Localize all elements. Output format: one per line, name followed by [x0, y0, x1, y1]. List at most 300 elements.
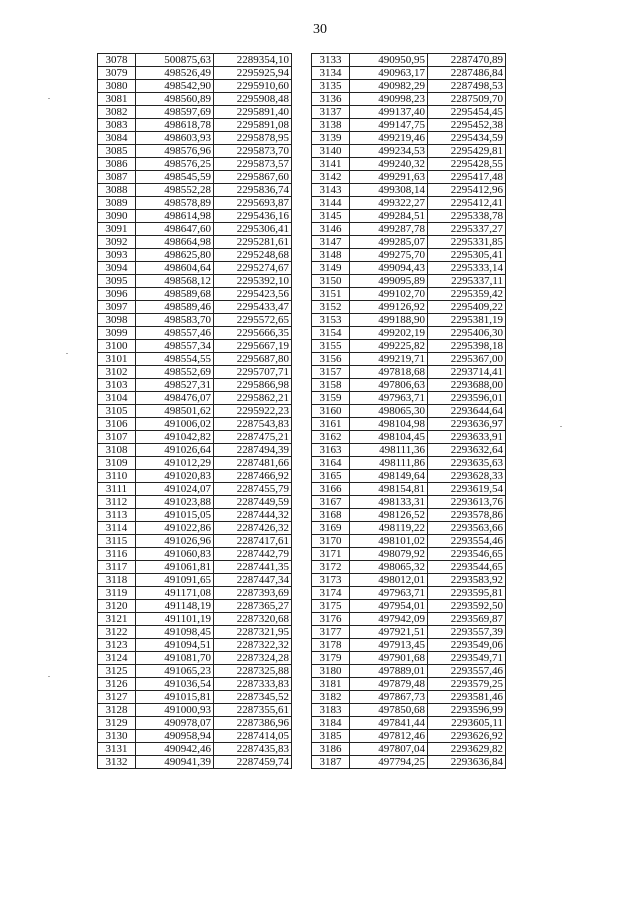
coordinate-x: 491015,81 — [136, 691, 214, 704]
table-row — [98, 275, 292, 288]
table-row — [98, 132, 292, 145]
coordinate-x: 498552,28 — [136, 184, 214, 197]
coordinate-x: 498625,80 — [136, 249, 214, 262]
coordinates-table-left — [97, 53, 292, 769]
table-row — [312, 184, 506, 197]
coordinate-y: 2293636,97 — [428, 418, 506, 431]
coordinate-y: 2293579,25 — [428, 678, 506, 691]
coordinate-x: 498576,96 — [136, 145, 214, 158]
table-row — [312, 158, 506, 171]
coordinate-y: 2293554,46 — [428, 535, 506, 548]
coordinate-x: 498583,70 — [136, 314, 214, 327]
point-number: 3133 — [312, 54, 350, 67]
coordinate-x: 498476,07 — [136, 392, 214, 405]
coordinate-x: 499126,92 — [350, 301, 428, 314]
point-number: 3178 — [312, 639, 350, 652]
table-row — [312, 431, 506, 444]
coordinate-x: 497901,68 — [350, 652, 428, 665]
table-row — [312, 197, 506, 210]
table-row — [98, 418, 292, 431]
point-number: 3123 — [98, 639, 136, 652]
table-row — [312, 678, 506, 691]
coordinate-x: 497806,63 — [350, 379, 428, 392]
point-number: 3180 — [312, 665, 350, 678]
coordinate-y: 2295910,60 — [214, 80, 292, 93]
coordinate-y: 2295409,22 — [428, 301, 506, 314]
point-number: 3131 — [98, 743, 136, 756]
coordinate-x: 497867,73 — [350, 691, 428, 704]
table-row — [98, 600, 292, 613]
coordinate-y: 2293636,84 — [428, 756, 506, 769]
point-number: 3164 — [312, 457, 350, 470]
coordinate-x: 498154,81 — [350, 483, 428, 496]
coordinate-y: 2295429,81 — [428, 145, 506, 158]
coordinate-y: 2295359,42 — [428, 288, 506, 301]
coordinate-x: 497954,01 — [350, 600, 428, 613]
point-number: 3161 — [312, 418, 350, 431]
coordinate-y: 2295337,27 — [428, 223, 506, 236]
coordinate-x: 498578,89 — [136, 197, 214, 210]
table-row — [98, 366, 292, 379]
coordinate-y: 2295306,41 — [214, 223, 292, 236]
coordinate-x: 499225,82 — [350, 340, 428, 353]
coordinate-x: 491081,70 — [136, 652, 214, 665]
point-number: 3183 — [312, 704, 350, 717]
coordinate-y: 2295434,59 — [428, 132, 506, 145]
point-number: 3099 — [98, 327, 136, 340]
table-row — [312, 379, 506, 392]
table-row — [98, 561, 292, 574]
point-number: 3158 — [312, 379, 350, 392]
coordinate-y: 2287442,79 — [214, 548, 292, 561]
point-number: 3116 — [98, 548, 136, 561]
coordinate-y: 2287345,52 — [214, 691, 292, 704]
table-row — [98, 223, 292, 236]
coordinate-x: 491042,82 — [136, 431, 214, 444]
point-number: 3119 — [98, 587, 136, 600]
coordinate-x: 491171,08 — [136, 587, 214, 600]
table-row — [98, 379, 292, 392]
table-row — [98, 756, 292, 769]
point-number: 3165 — [312, 470, 350, 483]
coordinate-y: 2295452,38 — [428, 119, 506, 132]
coordinate-y: 2293635,63 — [428, 457, 506, 470]
scan-speck — [48, 98, 50, 99]
coordinate-x: 491036,54 — [136, 678, 214, 691]
coordinate-y: 2293714,41 — [428, 366, 506, 379]
point-number: 3088 — [98, 184, 136, 197]
table-row — [98, 444, 292, 457]
coordinate-x: 497889,01 — [350, 665, 428, 678]
coordinate-y: 2293644,64 — [428, 405, 506, 418]
coordinate-y: 2295305,41 — [428, 249, 506, 262]
coordinate-y: 2287441,35 — [214, 561, 292, 574]
coordinate-y: 2295412,96 — [428, 184, 506, 197]
table-row — [312, 587, 506, 600]
table-row — [312, 717, 506, 730]
point-number: 3095 — [98, 275, 136, 288]
point-number: 3084 — [98, 132, 136, 145]
coordinate-x: 491148,19 — [136, 600, 214, 613]
coordinate-x: 490963,17 — [350, 67, 428, 80]
coordinate-y: 2293546,65 — [428, 548, 506, 561]
coordinate-x: 498149,64 — [350, 470, 428, 483]
table-row — [98, 197, 292, 210]
coordinate-y: 2287414,05 — [214, 730, 292, 743]
point-number: 3172 — [312, 561, 350, 574]
point-number: 3102 — [98, 366, 136, 379]
coordinate-y: 2287393,69 — [214, 587, 292, 600]
table-row — [98, 210, 292, 223]
table-row — [312, 457, 506, 470]
page-number: 30 — [313, 22, 327, 37]
coordinate-x: 498065,30 — [350, 405, 428, 418]
coordinate-x: 491060,83 — [136, 548, 214, 561]
table-row — [312, 561, 506, 574]
point-number: 3142 — [312, 171, 350, 184]
point-number: 3148 — [312, 249, 350, 262]
coordinate-x: 497812,46 — [350, 730, 428, 743]
point-number: 3103 — [98, 379, 136, 392]
coordinate-y: 2293592,50 — [428, 600, 506, 613]
coordinate-y: 2293578,86 — [428, 509, 506, 522]
coordinate-y: 2293629,82 — [428, 743, 506, 756]
coordinate-y: 2287417,61 — [214, 535, 292, 548]
coordinate-y: 2287486,84 — [428, 67, 506, 80]
point-number: 3078 — [98, 54, 136, 67]
coordinate-x: 498111,36 — [350, 444, 428, 457]
point-number: 3168 — [312, 509, 350, 522]
coordinate-x: 498589,68 — [136, 288, 214, 301]
coordinate-y: 2287543,83 — [214, 418, 292, 431]
coordinate-y: 2295862,21 — [214, 392, 292, 405]
table-row — [98, 106, 292, 119]
coordinate-y: 2295867,60 — [214, 171, 292, 184]
coordinate-y: 2295925,94 — [214, 67, 292, 80]
coordinate-x: 498557,46 — [136, 327, 214, 340]
coordinate-x: 498560,89 — [136, 93, 214, 106]
coordinate-x: 497963,71 — [350, 392, 428, 405]
table-row — [98, 691, 292, 704]
coordinate-x: 490978,07 — [136, 717, 214, 730]
coordinates-table-right — [311, 53, 506, 769]
coordinate-x: 498576,25 — [136, 158, 214, 171]
coordinate-x: 490998,23 — [350, 93, 428, 106]
table-row — [98, 119, 292, 132]
coordinate-y: 2287386,96 — [214, 717, 292, 730]
coordinate-x: 499285,07 — [350, 236, 428, 249]
table-row — [312, 509, 506, 522]
point-number: 3081 — [98, 93, 136, 106]
coordinate-x: 499240,32 — [350, 158, 428, 171]
point-number: 3122 — [98, 626, 136, 639]
table-row — [312, 704, 506, 717]
coordinate-x: 497913,45 — [350, 639, 428, 652]
point-number: 3107 — [98, 431, 136, 444]
table-row — [98, 340, 292, 353]
point-number: 3186 — [312, 743, 350, 756]
point-number: 3100 — [98, 340, 136, 353]
coordinate-y: 2295367,00 — [428, 353, 506, 366]
table-row — [98, 743, 292, 756]
coordinate-x: 491101,19 — [136, 613, 214, 626]
point-number: 3105 — [98, 405, 136, 418]
coordinate-y: 2295433,47 — [214, 301, 292, 314]
point-number: 3115 — [98, 535, 136, 548]
table-row — [312, 93, 506, 106]
table-row — [312, 288, 506, 301]
coordinate-x: 497942,09 — [350, 613, 428, 626]
coordinate-y: 2295248,68 — [214, 249, 292, 262]
table-row — [312, 652, 506, 665]
coordinate-x: 498604,64 — [136, 262, 214, 275]
coordinate-x: 497921,51 — [350, 626, 428, 639]
table-row — [98, 288, 292, 301]
point-number: 3160 — [312, 405, 350, 418]
coordinate-y: 2287333,83 — [214, 678, 292, 691]
table-row — [98, 301, 292, 314]
point-number: 3111 — [98, 483, 136, 496]
coordinate-y: 2287325,88 — [214, 665, 292, 678]
coordinate-x: 497818,68 — [350, 366, 428, 379]
table-row — [98, 587, 292, 600]
table-row — [312, 327, 506, 340]
table-row — [312, 223, 506, 236]
coordinate-x: 499147,75 — [350, 119, 428, 132]
coordinate-y: 2295687,80 — [214, 353, 292, 366]
coordinate-x: 498526,49 — [136, 67, 214, 80]
table-row — [312, 249, 506, 262]
coordinate-x: 491026,96 — [136, 535, 214, 548]
point-number: 3173 — [312, 574, 350, 587]
coordinate-x: 499291,63 — [350, 171, 428, 184]
table-row — [98, 626, 292, 639]
table-row — [312, 392, 506, 405]
coordinate-y: 2293549,06 — [428, 639, 506, 652]
coordinate-y: 2287459,74 — [214, 756, 292, 769]
coordinate-y: 2295428,55 — [428, 158, 506, 171]
coordinate-y: 2287355,61 — [214, 704, 292, 717]
coordinate-y: 2287494,39 — [214, 444, 292, 457]
table-row — [312, 444, 506, 457]
table-row — [312, 418, 506, 431]
coordinate-x: 490950,95 — [350, 54, 428, 67]
table-row — [312, 405, 506, 418]
coordinate-y: 2293688,00 — [428, 379, 506, 392]
point-number: 3139 — [312, 132, 350, 145]
table-row — [98, 236, 292, 249]
point-number: 3129 — [98, 717, 136, 730]
point-number: 3112 — [98, 496, 136, 509]
coordinate-y: 2295381,19 — [428, 314, 506, 327]
coordinate-y: 2295331,85 — [428, 236, 506, 249]
coordinate-y: 2295572,65 — [214, 314, 292, 327]
point-number: 3091 — [98, 223, 136, 236]
table-row — [98, 457, 292, 470]
table-row — [98, 145, 292, 158]
table-row — [98, 730, 292, 743]
coordinate-y: 2293613,76 — [428, 496, 506, 509]
coordinate-x: 499102,70 — [350, 288, 428, 301]
table-row — [312, 132, 506, 145]
coordinate-y: 2293557,39 — [428, 626, 506, 639]
point-number: 3093 — [98, 249, 136, 262]
coordinate-x: 491094,51 — [136, 639, 214, 652]
table-row — [98, 665, 292, 678]
table-row — [98, 158, 292, 171]
coordinate-x: 498012,01 — [350, 574, 428, 587]
point-number: 3134 — [312, 67, 350, 80]
point-number: 3117 — [98, 561, 136, 574]
point-number: 3124 — [98, 652, 136, 665]
coordinate-x: 498126,52 — [350, 509, 428, 522]
point-number: 3106 — [98, 418, 136, 431]
point-number: 3098 — [98, 314, 136, 327]
coordinate-y: 2293595,81 — [428, 587, 506, 600]
point-number: 3185 — [312, 730, 350, 743]
point-number: 3113 — [98, 509, 136, 522]
table-row — [312, 171, 506, 184]
coordinate-x: 498614,98 — [136, 210, 214, 223]
coordinate-y: 2293549,71 — [428, 652, 506, 665]
coordinate-x: 499188,90 — [350, 314, 428, 327]
coordinate-x: 497963,71 — [350, 587, 428, 600]
coordinate-x: 498568,12 — [136, 275, 214, 288]
table-row — [312, 210, 506, 223]
table-row — [312, 691, 506, 704]
coordinate-y: 2295412,41 — [428, 197, 506, 210]
coordinate-y: 2287322,32 — [214, 639, 292, 652]
coordinate-y: 2293583,92 — [428, 574, 506, 587]
table-row — [312, 574, 506, 587]
coordinate-y: 2287444,32 — [214, 509, 292, 522]
table-row — [312, 548, 506, 561]
coordinate-y: 2295406,30 — [428, 327, 506, 340]
coordinate-y: 2293563,66 — [428, 522, 506, 535]
coordinate-x: 499219,71 — [350, 353, 428, 366]
coordinate-x: 498079,92 — [350, 548, 428, 561]
coordinate-x: 499287,78 — [350, 223, 428, 236]
table-row — [312, 353, 506, 366]
point-number: 3141 — [312, 158, 350, 171]
point-number: 3132 — [98, 756, 136, 769]
coordinate-x: 498589,46 — [136, 301, 214, 314]
coordinate-y: 2287455,79 — [214, 483, 292, 496]
coordinate-y: 2289354,10 — [214, 54, 292, 67]
coordinate-x: 491015,05 — [136, 509, 214, 522]
coordinate-x: 490958,94 — [136, 730, 214, 743]
table-row — [312, 54, 506, 67]
table-row — [312, 613, 506, 626]
table-row — [312, 67, 506, 80]
point-number: 3154 — [312, 327, 350, 340]
scan-speck — [48, 676, 50, 677]
table-row — [98, 652, 292, 665]
table-row — [98, 327, 292, 340]
coordinate-y: 2295873,70 — [214, 145, 292, 158]
coordinate-x: 498557,34 — [136, 340, 214, 353]
coordinate-y: 2293633,91 — [428, 431, 506, 444]
coordinate-y: 2295891,08 — [214, 119, 292, 132]
table-row — [98, 496, 292, 509]
table-row — [312, 366, 506, 379]
coordinate-x: 498647,60 — [136, 223, 214, 236]
table-row — [98, 392, 292, 405]
coordinate-y: 2287324,28 — [214, 652, 292, 665]
coordinate-y: 2293628,33 — [428, 470, 506, 483]
table-row — [98, 314, 292, 327]
scan-speck — [560, 426, 562, 427]
coordinate-x: 498597,69 — [136, 106, 214, 119]
point-number: 3159 — [312, 392, 350, 405]
table-row — [312, 626, 506, 639]
table-row — [312, 80, 506, 93]
point-number: 3121 — [98, 613, 136, 626]
table-row — [312, 600, 506, 613]
table-row — [98, 548, 292, 561]
point-number: 3182 — [312, 691, 350, 704]
coordinate-y: 2293626,92 — [428, 730, 506, 743]
coordinate-x: 491023,88 — [136, 496, 214, 509]
table-row — [312, 106, 506, 119]
table-row — [312, 301, 506, 314]
table-row — [98, 678, 292, 691]
coordinate-y: 2295274,67 — [214, 262, 292, 275]
coordinate-x: 499308,14 — [350, 184, 428, 197]
table-row — [98, 405, 292, 418]
table-row — [98, 717, 292, 730]
coordinate-y: 2287466,92 — [214, 470, 292, 483]
point-number: 3174 — [312, 587, 350, 600]
point-number: 3114 — [98, 522, 136, 535]
coordinate-x: 490942,46 — [136, 743, 214, 756]
point-number: 3150 — [312, 275, 350, 288]
coordinate-y: 2287475,21 — [214, 431, 292, 444]
table-row — [312, 496, 506, 509]
coordinate-y: 2293569,87 — [428, 613, 506, 626]
table-row — [98, 54, 292, 67]
point-number: 3109 — [98, 457, 136, 470]
coordinate-y: 2295337,11 — [428, 275, 506, 288]
table-row — [98, 353, 292, 366]
point-number: 3118 — [98, 574, 136, 587]
table-row — [312, 145, 506, 158]
table-row — [312, 483, 506, 496]
coordinate-x: 491065,23 — [136, 665, 214, 678]
point-number: 3082 — [98, 106, 136, 119]
coordinate-y: 2287321,95 — [214, 626, 292, 639]
coordinate-y: 2295398,18 — [428, 340, 506, 353]
table-row — [98, 184, 292, 197]
point-number: 3137 — [312, 106, 350, 119]
point-number: 3187 — [312, 756, 350, 769]
table-row — [98, 80, 292, 93]
coordinate-x: 499275,70 — [350, 249, 428, 262]
point-number: 3166 — [312, 483, 350, 496]
coordinate-x: 498552,69 — [136, 366, 214, 379]
point-number: 3177 — [312, 626, 350, 639]
point-number: 3153 — [312, 314, 350, 327]
coordinate-x: 498104,45 — [350, 431, 428, 444]
coordinate-y: 2287365,27 — [214, 600, 292, 613]
coordinate-y: 2293596,01 — [428, 392, 506, 405]
point-number: 3181 — [312, 678, 350, 691]
table-row — [312, 340, 506, 353]
coordinate-x: 491061,81 — [136, 561, 214, 574]
coordinate-x: 498618,78 — [136, 119, 214, 132]
table-row — [98, 262, 292, 275]
coordinate-y: 2295454,45 — [428, 106, 506, 119]
